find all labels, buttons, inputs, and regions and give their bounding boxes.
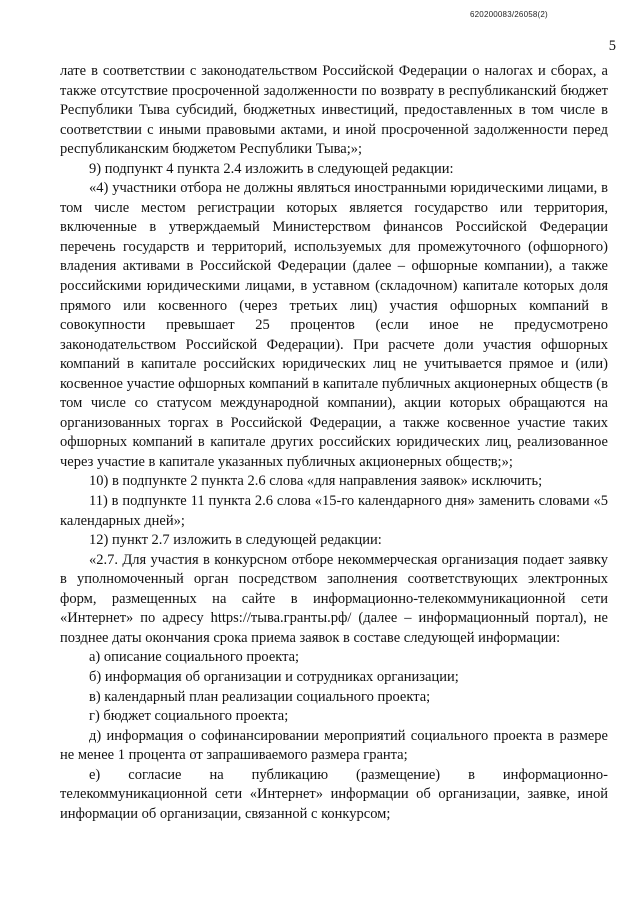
paragraph-item-9: 9) подпункт 4 пункта 2.4 изложить в следующей редакции: — [89, 160, 454, 177]
document-body — [60, 62, 608, 824]
list-item-d: д) информация о софинансировании мероприятий социального проекта в размере не менее 1 процента от запрашиваемого размера гранта; — [60, 727, 608, 764]
paragraph-item-12: 12) пункт 2.7 изложить в следующей редакции: — [89, 532, 382, 549]
page-number: 5 — [608, 38, 616, 54]
list-item-g: г) бюджет социального проекта; — [89, 708, 289, 725]
paragraph-item-10: 10) в подпункте 2 пункта 2.6 слова «для направления заявок» исключить; — [89, 473, 543, 490]
list-item-e: е) согласие на публикацию (размещение) в информационно-телекоммуникационной сети «Интернет» информации об организации, заявке, иной информации об организации, связанной с конкурсом; — [60, 766, 608, 822]
paragraph-item-11: 11) в подпункте 11 пункта 2.6 слова «15-го календарного дня» заменить словами «5 календарных дней»; — [60, 493, 608, 529]
document-id: 620200083/26058(2) — [470, 10, 548, 19]
paragraph-quote-2-7: «2.7. Для участия в конкурсном отборе некоммерческая организация подает заявку в уполномоченный орган посредством заполнения соответствующих электронных форм, размещенных на сайте в информационно-телекоммуникационной сети «Интернет» по адресу https://тыва.гранты.рф/ (далее – информационный портал), не позднее даты окончания срока приема заявок в составе следующей информации: — [60, 551, 608, 646]
list-item-v: в) календарный план реализации социального проекта; — [89, 688, 431, 705]
paragraph-quote-4: «4) участники отбора не должны являться иностранными юридическими лицами, в том числе местом регистрации которых является государство или территория, включенные в утверждаемый Министерством финансов Российской Федерации перечень государств и территорий, используемых для промежуточного (офшорного) владения активами в Российской Федерации (далее – офшорные компании), а также российскими юридическими лицами, в уставном (складочном) капитале которых доля прямого или косвенного (через третьих лиц) участия офшорных компаний в совокупности превышает 25 процентов (если иное не предусмотрено законодательством Российской Федерации). При расчете доли участия офшорных компаний в капитале российских юридических лиц не учитывается прямое и (или) косвенное участие офшорных компаний в капитале публичных акционерных обществ (в том числе со статусом международной компании), акции которых обращаются на организованных торгах в Российской Федерации, а также косвенное участие таких офшорных компаний в капитале других российских юридических лиц, реализованное через участие в капитале указанных публичных акционерных обществ;»; — [60, 180, 608, 470]
paragraph-continuation: лате в соответствии с законодательством Российской Федерации о налогах и сборах, а также отсутствие просроченной задолженности по возврату в республиканский бюджет Республики Тыва субсидий, бюджетных инвестиций, предоставленных в том числе в соответствии с иными правовыми актами, и иной просроченной задолженности перед республиканским бюджетом Республики Тыва;»; — [60, 63, 608, 158]
list-item-b: б) информация об организации и сотрудниках организации; — [89, 668, 459, 685]
list-item-a: а) описание социального проекта; — [89, 649, 300, 666]
